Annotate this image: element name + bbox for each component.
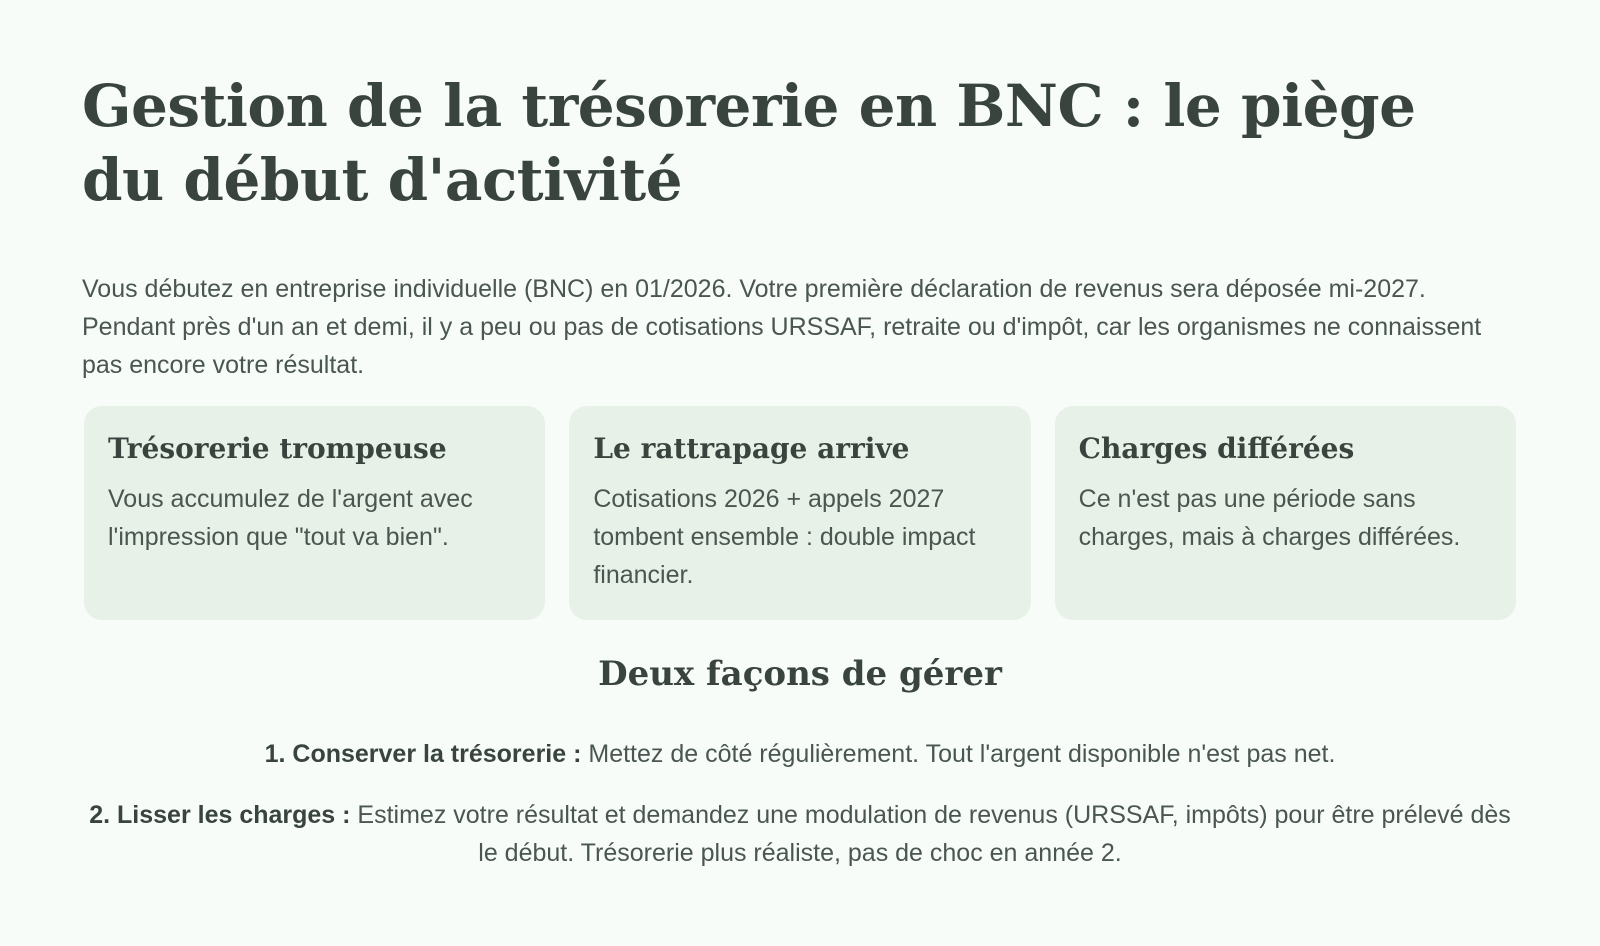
card-tresorerie-trompeuse — [84, 406, 545, 620]
card-title: Charges différées — [1078, 432, 1355, 465]
method-item — [82, 735, 1518, 773]
card-title: Le rattrapage arrive — [593, 432, 910, 465]
method-text: Estimez votre résultat et demandez une modulation de revenus (URSSAF, impôts) pour être prélevé dès le début. Trésorerie plus réaliste, pas de choc en année 2. — [350, 801, 1511, 867]
method-text: Mettez de côté régulièrement. Tout l'argent disponible n'est pas net. — [581, 740, 1336, 768]
card-text: Cotisations 2026 + appels 2027 tombent ensemble : double impact financier. — [593, 485, 976, 589]
card-charges-differees — [1055, 406, 1516, 620]
method-label: 1. Conserver la trésorerie : — [264, 740, 582, 768]
card-rattrapage — [569, 406, 1030, 620]
card-text: Vous accumulez de l'argent avec l'impression que "tout va bien". — [108, 485, 473, 551]
method-item — [82, 796, 1518, 872]
intro-paragraph: Vous débutez en entreprise individuelle (BNC) en 01/2026. Votre première déclaration de revenus sera déposée mi-2027. Pendant près d'un an et demi, il y a peu ou pas de cotisations URSSAF, retraite ou d'impôt, car les organismes ne connaissent pas encore votre résultat. — [82, 275, 1482, 379]
methods-list — [82, 735, 1518, 895]
card-text: Ce n'est pas une période sans charges, mais à charges différées. — [1078, 485, 1461, 551]
page-title: Gestion de la trésorerie en BNC : le piège du début d'activité — [82, 72, 1416, 214]
section-title: Deux façons de gérer — [598, 654, 1002, 694]
method-label: 2. Lisser les charges : — [89, 801, 351, 829]
info-cards — [84, 406, 1516, 620]
card-title: Trésorerie trompeuse — [108, 432, 447, 465]
